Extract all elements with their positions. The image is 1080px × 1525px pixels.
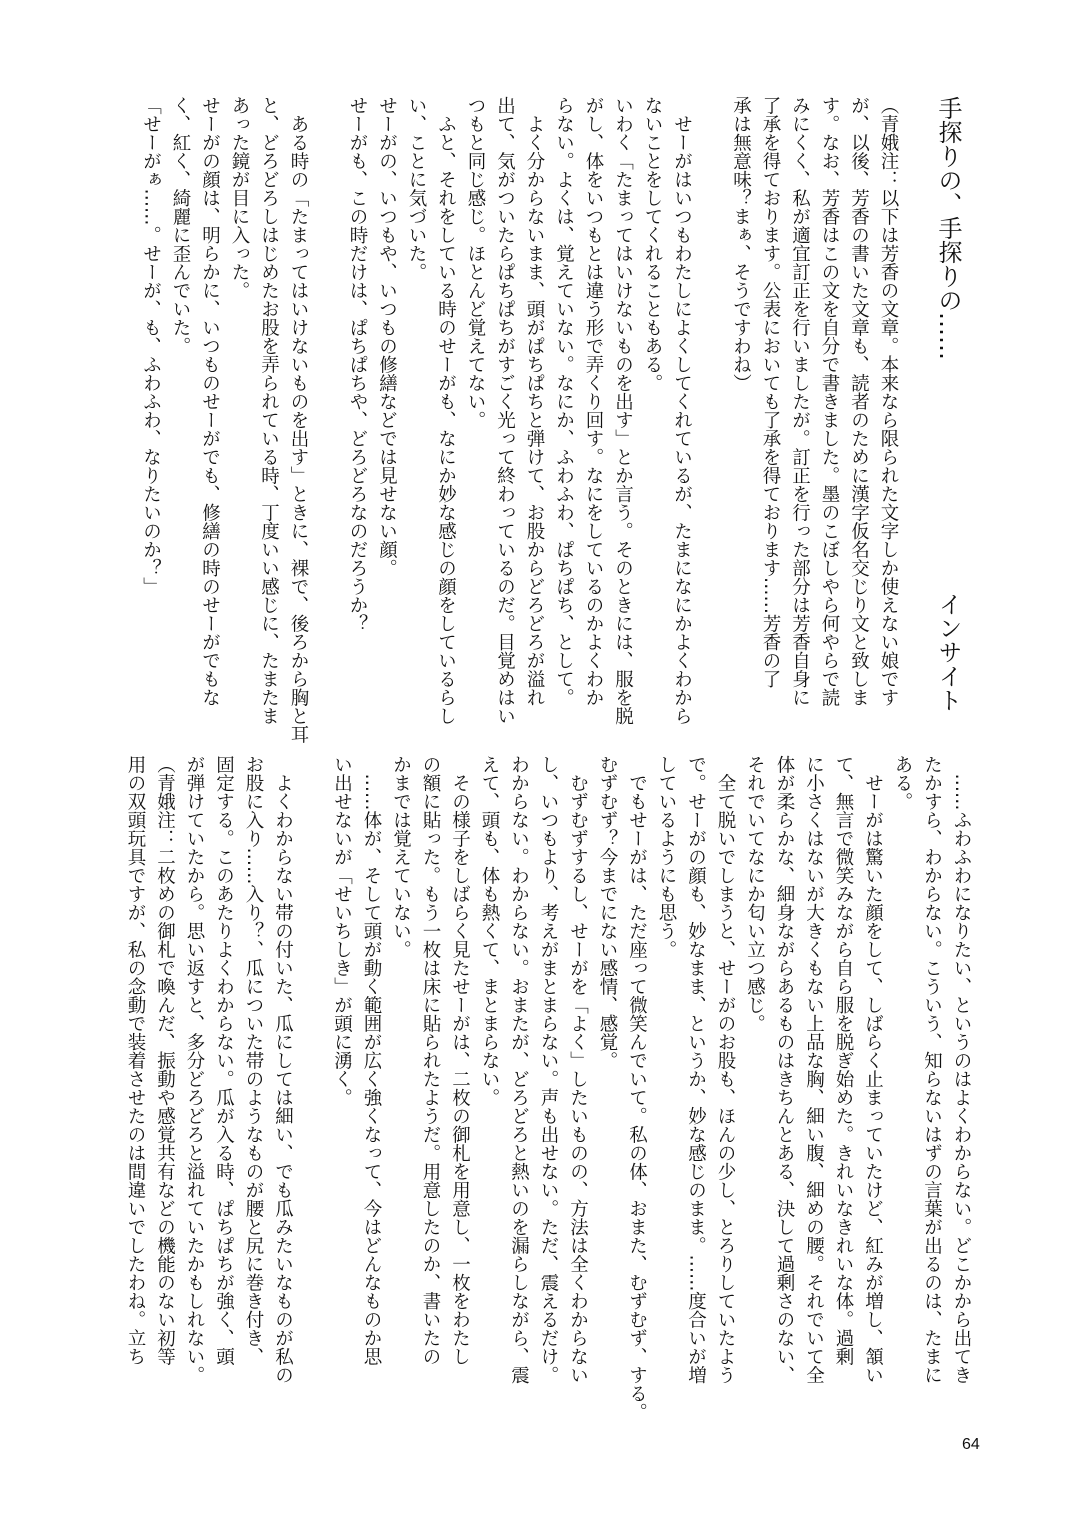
- text-column: たかすら、わからない。こういう、知らないはずの言葉が出るのは、たまに: [921, 755, 943, 1384]
- text-column: す。なお、芳香はこの文を自分で書きました。墨のこぼしやら何やらで読: [819, 96, 840, 707]
- text-column: で。せーがの顔も、妙なまま、というか、妙な感じのまま。……度合いが増: [685, 755, 707, 1384]
- text-column: せーがの、いつもや、いつもの修繕などでは見せない顔。: [376, 96, 398, 577]
- text-column: むずむずするし、せーがを「よく」したいものの、方法は全くわからない: [567, 755, 589, 1384]
- text-column: が、以後、芳香の書いた文章も、読者のために漢字仮名交じり文と致しま: [848, 96, 870, 707]
- text-column: に小さくはないが大きくもない上品な胸、細い腹、細めの腰。それでいて全: [803, 755, 825, 1384]
- text-column: が弾けていたから。思い返すと、多分どろどろと溢れていたかもしれない。: [184, 755, 205, 1384]
- text-column: お股に入り……入り？、瓜についた帯のようなものが腰と尻に巻き付き、: [243, 755, 264, 1366]
- text-column: がし、体をいつもとは違う形で弄くり回す。なにをしているのかよくわか: [583, 96, 604, 707]
- text-column: 用の双頭玩具ですが、私の念動で装着させたのは間違いでしたわね。立ち: [125, 755, 146, 1366]
- text-column: あった鏡が目に入った。: [229, 96, 250, 300]
- text-column: ないことをしてくれることもある。: [642, 96, 663, 392]
- text-column: ……ふわふわになりたい、というのはよくわからない。どこかから出てき: [951, 755, 972, 1384]
- text-column: むずむず？今までにない感情、感覚。: [597, 755, 618, 1070]
- text-column: 承は無意味？まぁ、そうですわね）: [730, 96, 752, 392]
- story-title: 手探りの、手探りの……: [934, 96, 962, 360]
- text-column: ふと、それをしている時のせーがも、なにか妙な感じの顔をしているらし: [435, 96, 457, 725]
- page-number: 64: [962, 1436, 980, 1453]
- text-column: い、ことに気づいた。: [406, 96, 427, 281]
- column-spacer: [298, 755, 328, 1435]
- author-name: インサイト: [934, 592, 962, 712]
- text-column: らない。よくは、覚えていない。なにか、ふわふわ、ぱちぱち、として。: [553, 96, 575, 707]
- text-column: し、いつもより、考えがまとまらない。声も出せない。ただ、震えるだけ。: [538, 755, 559, 1384]
- lower-text-tier: [121, 755, 977, 1435]
- text-column: その様子をしばらく見たせーがは、二枚の御札を用意し、一枚をわたし: [449, 755, 471, 1366]
- text-column: せーがはいつもわたしによくしてくれているが、たまになにかよくわから: [671, 96, 693, 725]
- text-column: 体が柔らかな、細身ながらあるものはきちんとある、決して過剰さのない、: [774, 755, 795, 1384]
- upper-text-tier: [136, 96, 962, 746]
- text-column: 了承を得ております。公表においても了承を得ております……芳香の了: [760, 96, 781, 688]
- column-spacer: [903, 96, 933, 746]
- text-column: 固定する。このあたりよくわからない。瓜が入る時、ぱちぱちが強く、頭: [213, 755, 235, 1366]
- text-column: 出て、気がついたらぱちぱちがすごく光って終わっているのだ。目覚めはい: [494, 96, 516, 725]
- text-column: よくわからない帯の付いた、瓜にしては細い、でも瓜みたいなものが私の: [272, 755, 294, 1384]
- text-column: 全て脱いでしまうと、せーがのお股も、ほんの少し、とろりしていたよう: [715, 755, 736, 1384]
- text-column: ある時の「たまってはいけないものを出す」ときに、裸で、後ろから胸と耳: [288, 96, 309, 744]
- text-column: よく分からないまま、頭がぱちぱちと弾けて、お股からどろどろが溢れ: [524, 96, 545, 707]
- column-spacer: [313, 96, 343, 746]
- text-column: わからない。わからない。おまたが、どろどろと熱いのを漏らしながら、震: [508, 755, 530, 1384]
- text-column: せーがも、この時だけは、ぱちぱちや、どろどろなのだろうか？: [347, 96, 368, 633]
- text-column: ……体が、そして頭が動く範囲が広く強くなって、今はどんなものか思: [361, 755, 382, 1366]
- text-column: みにくく、私が適宜訂正を行いましたが。訂正を行った部分は芳香自身に: [789, 96, 811, 707]
- text-column: 「せーがぁ……。せーが、も、ふわふわ、なりたいのか？」: [140, 96, 162, 596]
- text-column: せーがの顔は、明らかに、いつものせーがでも、修繕の時のせーがでもな: [199, 96, 221, 707]
- text-column: と、どろどろしはじめたお股を弄られている時、丁度いい感じに、たまたま: [258, 96, 280, 725]
- text-column: かまでは覚えていない。: [390, 755, 412, 959]
- text-column: いわく「たまってはいけないものを出す」とか言う。そのときには、服を脱: [612, 96, 634, 725]
- text-column: でもせーがは、ただ座って微笑んでいて。私の体、おまた、むずむず、する。: [626, 755, 648, 1421]
- text-column: い出せないが「せいちしき」が頭に湧く。: [331, 755, 353, 1107]
- text-column: く、紅く、綺麗に歪んでいた。: [170, 96, 191, 355]
- text-column: （青娥注：二枚めの御札で喚んだ、振動や感覚共有などの機能のない初等: [154, 755, 176, 1366]
- text-column: しているようにも思う。: [656, 755, 677, 959]
- text-column: えて、頭も、体も熱くて、まとまらない。: [479, 755, 500, 1107]
- text-column: それでいてなにか匂い立つ感じ。: [744, 755, 766, 1033]
- text-column: つもと同じ感じ。ほとんど覚えてない。: [465, 96, 486, 429]
- text-column: の額に貼った。もう一枚は床に貼られたようだ。用意したのか、書いたの: [420, 755, 441, 1366]
- text-column: て、無言で微笑みながら自ら服を脱ぎ始めた。きれいなきれいな体。過剰: [833, 755, 854, 1366]
- title-column: [933, 96, 963, 716]
- column-spacer: [697, 96, 727, 746]
- text-column: ある。: [892, 755, 913, 811]
- text-column: せーがは驚いた顔をして、しばらく止まっていたけど、紅みが増し、頷い: [862, 755, 884, 1384]
- text-column: （青娥注：以下は芳香の文章。本来なら限られた文字しか使えない娘です: [878, 96, 899, 707]
